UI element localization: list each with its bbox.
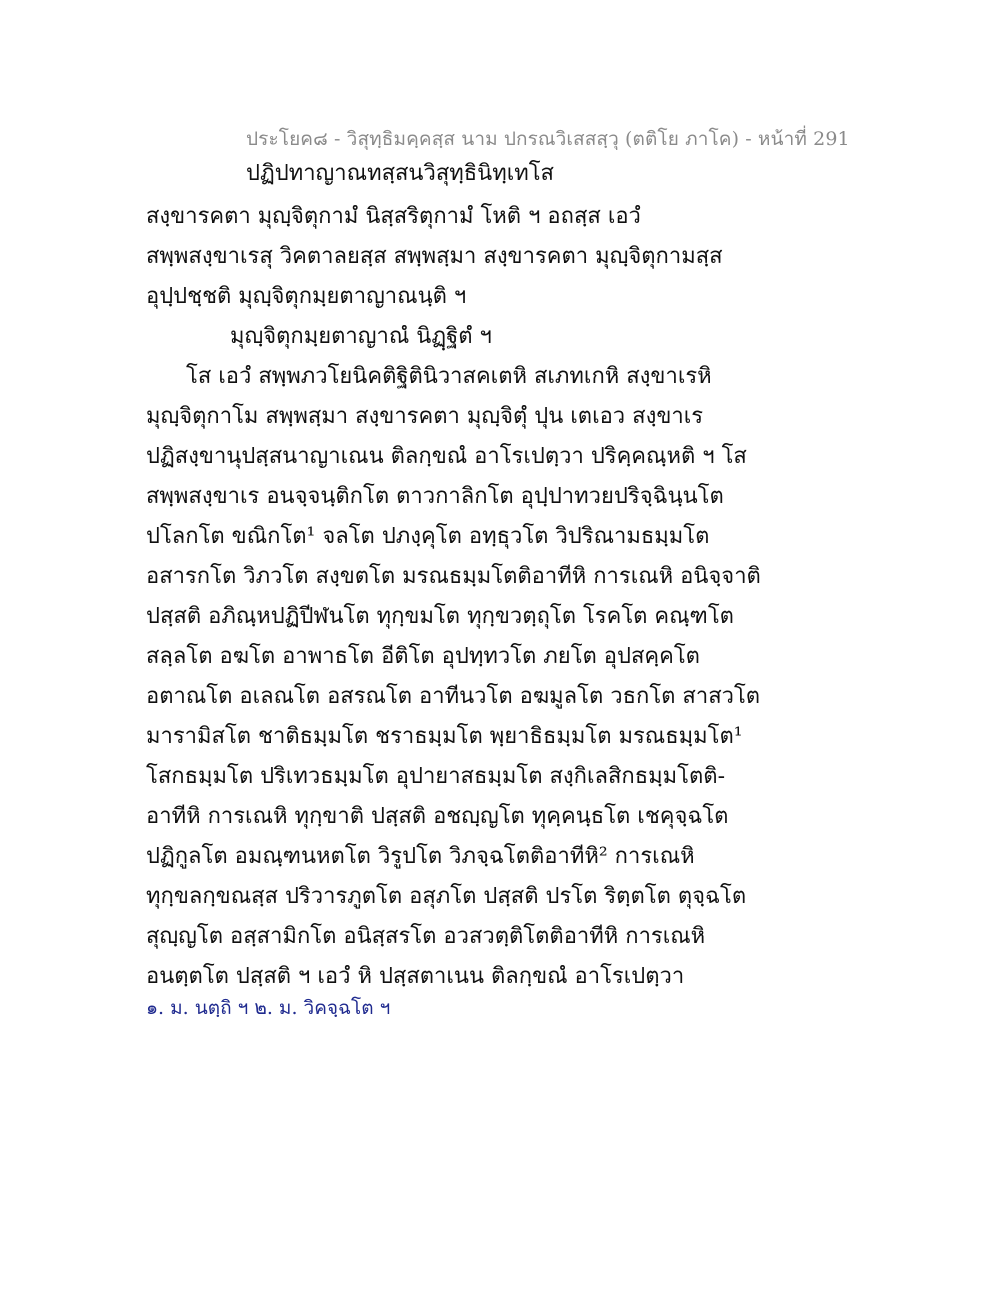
section-title: ปฏิปทาญาณทสฺสนวิสุทฺธินิทฺเทโส <box>246 161 554 186</box>
body-line: สพฺพสงฺขาเร อนจฺจนฺติกโต ตาวกาลิกโต อุปฺปาทวยปริจฺฉินฺนโต <box>146 484 724 509</box>
body-line: อสารกโต วิภวโต สงฺขตโต มรณธมฺมโตติอาทีหิ การเณหิ อนิจฺจาติ <box>146 564 761 589</box>
body-line: มุญฺจิตุกาโม สพฺพสฺมา สงฺขารคตา มุญฺจิตุํ ปุน เตเอว สงฺขาเร <box>146 404 704 429</box>
body-line: โสกธมฺมโต ปริเทวธมฺมโต อุปายาสธมฺมโต สงฺกิเลสิกธมฺมโตติ- <box>146 764 726 789</box>
body-line: ทุกฺขลกฺขณสฺส ปริวารภูตโต อสุภโต ปสฺสติ ปรโต ริตฺตโต ตุจฺฉโต <box>146 884 747 909</box>
body-line: ปโลกโต ขณิกโต¹ จลโต ปภงฺคุโต อทฺธุวโต วิปริณามธมฺมโต <box>146 524 710 549</box>
body-line: สงฺขารคตา มุญฺจิตุกามํ นิสฺสริตุกามํ โหติ ฯ อถสฺส เอวํ <box>146 204 641 229</box>
body-line: มารามิสโต ชาติธมฺมโต ชราธมฺมโต พฺยาธิธมฺมโต มรณธมฺมโต¹ <box>146 724 743 749</box>
body-line: สุญฺญโต อสฺสามิกโต อนิสฺสรโต อวสวตฺติโตติอาทีหิ การเณหิ <box>146 924 706 949</box>
body-line: อนตฺตโต ปสฺสติ ฯ เอวํ หิ ปสฺสตาเนน ติลกฺขณํ อาโรเปตฺวา <box>146 964 685 989</box>
body-line: อุปฺปชฺชติ มุญฺจิตุกมฺยตาญาณนฺติ ฯ <box>146 284 467 309</box>
body-line: สพฺพสงฺขาเรสุ วิคตาลยสฺส สพฺพสฺมา สงฺขารคตา มุญฺจิตุกามสฺส <box>146 244 723 269</box>
body-line: ปฏิสงฺขานุปสฺสนาญาเณน ติลกฺขณํ อาโรเปตฺวา ปริคฺคณฺหติ ฯ โส <box>146 444 747 469</box>
body-line: อาทีหิ การเณหิ ทุกฺขาติ ปสฺสติ อชญฺญโต ทุคฺคนฺธโต เชคุจฺฉโต <box>146 804 729 829</box>
body-line: ปฏิกูลโต อมณฺฑนหตโต วิรูปโต วิภจฺฉโตติอาทีหิ² การเณหิ <box>146 844 695 869</box>
body-line: โส เอวํ สพฺพภวโยนิคติฐิตินิวาสคเตหิ สเภทเกหิ สงฺขาเรหิ <box>186 364 712 389</box>
body-line: สลฺลโต อฆโต อาพาธโต อีติโต อุปทฺทวโต ภยโต อุปสคฺคโต <box>146 644 700 669</box>
footnotes: ๑. ม. นตฺถิ ฯ ๒. ม. วิคจฺฉโต ฯ <box>146 997 391 1019</box>
body-line: อตาณโต อเลณโต อสรณโต อาทีนวโต อฆมูลโต วธกโต สาสวโต <box>146 684 761 709</box>
subsection-end-title: มุญฺจิตุกมฺยตาญาณํ นิฏฺฐิตํ ฯ <box>230 324 492 349</box>
body-line: ปสฺสติ อภิณฺหปฏิปีฬนโต ทุกฺขมโต ทุกฺขวตฺถุโต โรคโต คณฺฑโต <box>146 604 734 629</box>
running-head: ประโยค๘ - วิสุทฺธิมคฺคสฺส นาม ปกรณวิเสสสฺวุ (ตติโย ภาโค) - หน้าที่ 291 <box>246 128 850 150</box>
